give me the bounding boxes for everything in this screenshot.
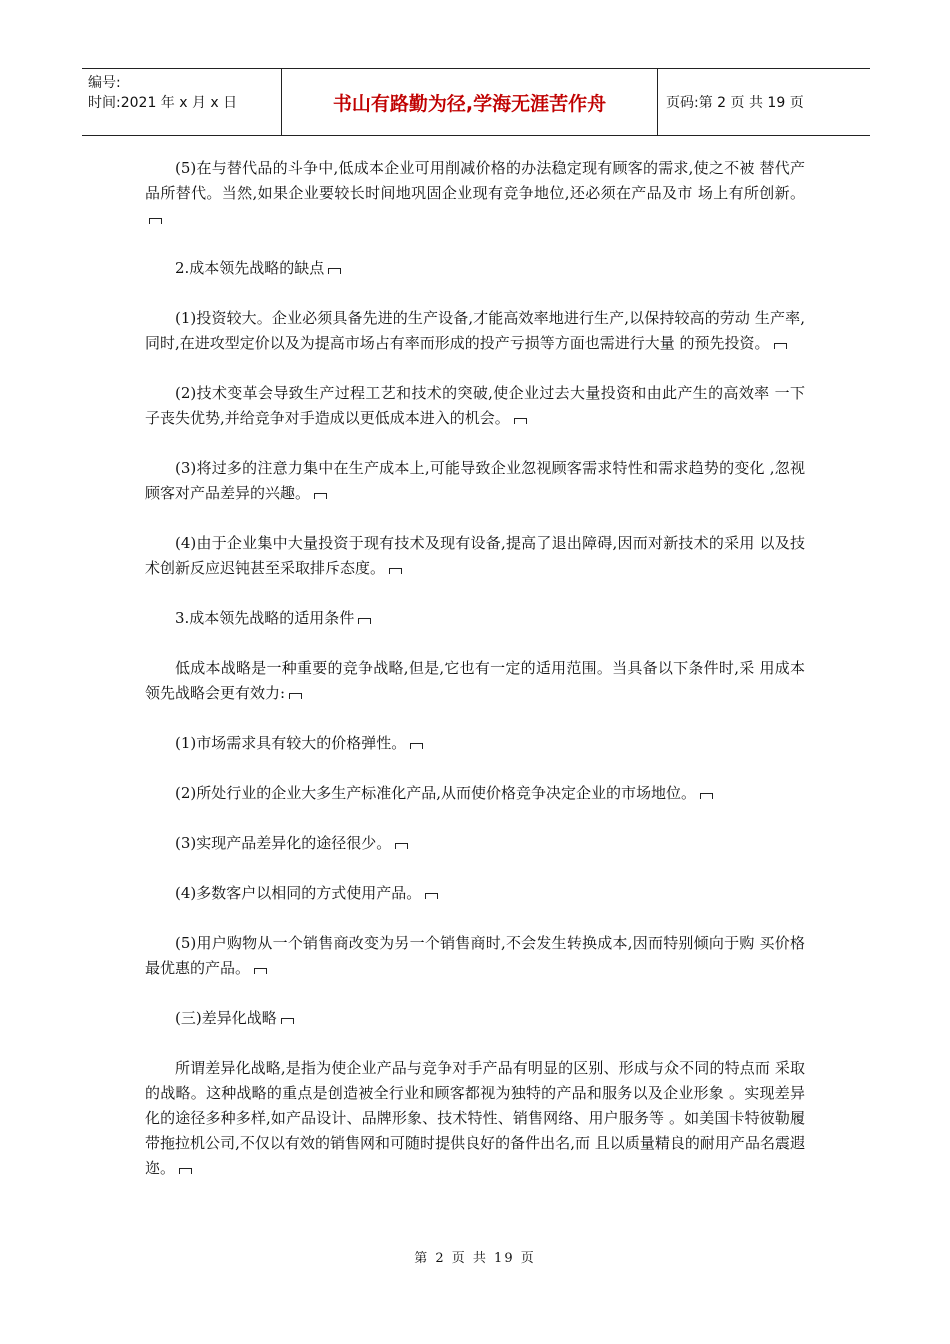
list-item: (3)实现产品差异化的途径很少。 xyxy=(145,831,805,856)
page-header xyxy=(82,68,870,136)
header-page-info: 页码:第 2 页 共 19 页 xyxy=(666,95,804,111)
list-item: (4)多数客户以相同的方式使用产品。 xyxy=(145,881,805,906)
paragraph-mark-icon xyxy=(314,493,327,499)
paragraph-mark-icon xyxy=(281,1018,294,1024)
page-footer: 第 2 页 共 19 页 xyxy=(414,1251,536,1266)
list-item: (2)所处行业的企业大多生产标准化产品,从而使价格竞争决定企业的市场地位。 xyxy=(145,781,805,806)
paragraph: (4)由于企业集中大量投资于现有技术及现有设备,提高了退出障碍,因而对新技术的采用 以及技术创新反应迟钝甚至采取排斥态度。 xyxy=(145,534,805,577)
paragraph-mark-icon xyxy=(389,568,402,574)
list-item: (5)用户购物从一个销售商改变为另一个销售商时,不会发生转换成本,因而特别倾向于购 买价格最优惠的产品。 xyxy=(145,934,805,977)
document-number-label: 编号: xyxy=(88,75,121,91)
paragraph-mark-icon xyxy=(774,343,787,349)
document-body xyxy=(145,156,805,1181)
paragraph-mark-icon xyxy=(179,1168,192,1174)
paragraph-mark-icon xyxy=(149,218,162,224)
document-date: 时间:2021 年 x 月 x 日 xyxy=(88,95,238,111)
paragraph-mark-icon xyxy=(514,418,527,424)
paragraph-mark-icon xyxy=(395,843,408,849)
paragraph-mark-icon xyxy=(328,268,341,274)
paragraph-mark-icon xyxy=(410,743,423,749)
paragraph: 所谓差异化战略,是指为使企业产品与竞争对手产品有明显的区别、形成与众不同的特点而 采取的战略。这种战略的重点是创造被全行业和顾客都视为独特的产品和服务以及企业形象 。实现差异化的途径多种多样,如产品设计、品牌形象、技术特性、销售网络、用户服务等 。如美国卡特彼勒履带拖拉机公司,不仅以有效的销售网和可随时提供良好的备件出名,而 且以质量精良的耐用产品名震遐迩。 xyxy=(145,1059,805,1177)
paragraph-mark-icon xyxy=(289,693,302,699)
section-heading: 2.成本领先战略的缺点 xyxy=(145,256,805,281)
paragraph: 低成本战略是一种重要的竞争战略,但是,它也有一定的适用范围。当具备以下条件时,采 用成本领先战略会更有效力: xyxy=(145,659,805,702)
paragraph: (5)在与替代品的斗争中,低成本企业可用削减价格的办法稳定现有顾客的需求,使之不被 替代产品所替代。当然,如果企业要较长时间地巩固企业现有竞争地位,还必须在产品及市 场上有所创新。 xyxy=(145,156,805,231)
section-heading: (三)差异化战略 xyxy=(145,1006,805,1031)
paragraph: (2)技术变革会导致生产过程工艺和技术的突破,使企业过去大量投资和由此产生的高效率 一下子丧失优势,并给竞争对手造成以更低成本进入的机会。 xyxy=(145,384,805,427)
paragraph-mark-icon xyxy=(358,618,371,624)
paragraph: (3)将过多的注意力集中在生产成本上,可能导致企业忽视顾客需求特性和需求趋势的变化 ,忽视顾客对产品差异的兴趣。 xyxy=(145,459,805,502)
header-meta xyxy=(82,69,282,135)
header-motto: 书山有路勤为径,学海无涯苦作舟 xyxy=(282,69,658,135)
paragraph-mark-icon xyxy=(425,893,438,899)
paragraph-mark-icon xyxy=(700,793,713,799)
list-item: (1)市场需求具有较大的价格弹性。 xyxy=(145,731,805,756)
paragraph: (1)投资较大。企业必须具备先进的生产设备,才能高效率地进行生产,以保持较高的劳动 生产率,同时,在进攻型定价以及为提高市场占有率而形成的投产亏损等方面也需进行大量 的预先投资。 xyxy=(145,309,805,352)
section-heading: 3.成本领先战略的适用条件 xyxy=(145,606,805,631)
paragraph-mark-icon xyxy=(254,968,267,974)
